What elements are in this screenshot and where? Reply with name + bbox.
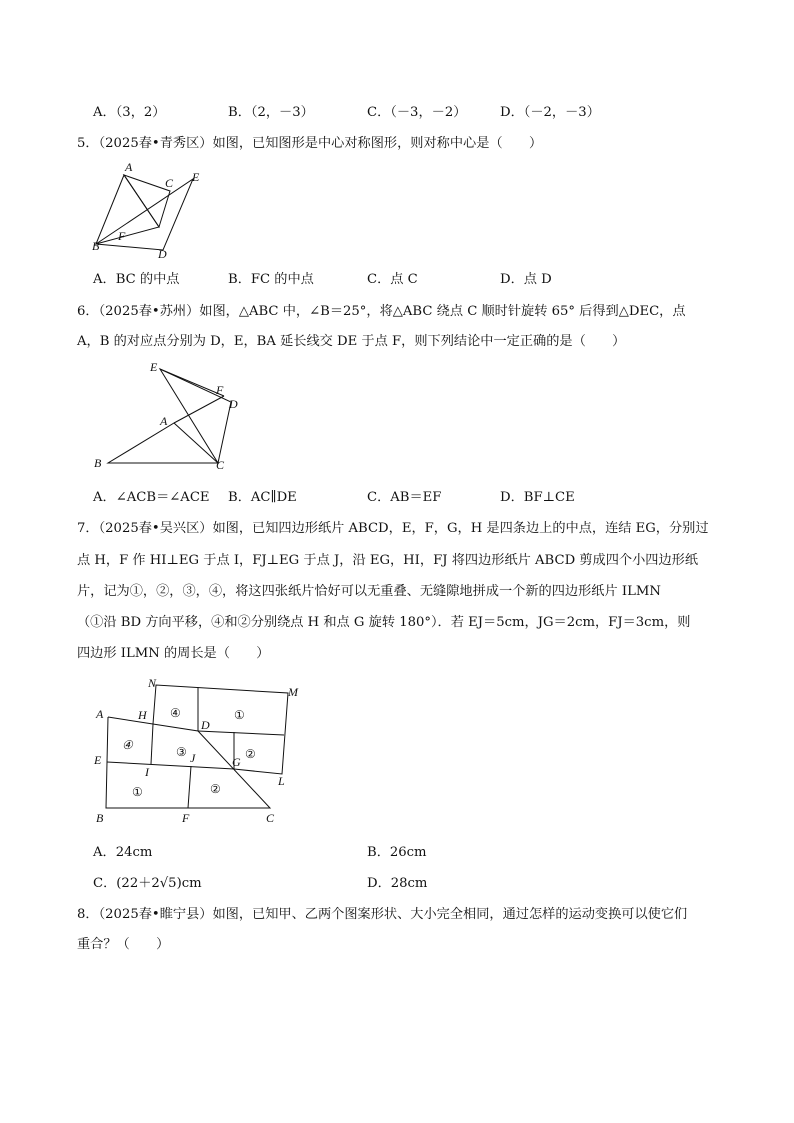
q5-label-a: A xyxy=(125,160,133,174)
q5-label-e: E xyxy=(192,170,200,184)
q7-label-e: E xyxy=(94,753,102,767)
q5-label-d: D xyxy=(158,247,167,261)
q6-label-f: F xyxy=(216,383,224,397)
q7-piece-divider-2 xyxy=(198,731,284,735)
q6-line-ef xyxy=(160,369,224,396)
q7-label-n: N xyxy=(148,676,157,690)
q7-stem-line3: 片，记为①，②，③，④，将这四张纸片恰好可以无重叠、无缝隙地拼成一个新的四边形纸片 ILMN xyxy=(77,584,661,599)
q7-option-c: C．(22＋2√5)cm xyxy=(93,876,202,891)
q5-triangle-upper xyxy=(124,175,170,227)
q5-triangle-right xyxy=(96,179,193,250)
q7-label-b: B xyxy=(96,811,104,825)
q7-piece-4-left: ④ xyxy=(122,738,133,752)
q7-label-h: H xyxy=(138,708,147,722)
q8-stem-line1: 8．（2025春•睢宁县）如图，已知甲、乙两个图案形状、大小完全相同，通过怎样的运动变换可以使它们 xyxy=(77,907,688,922)
q5-option-b: B．FC 的中点 xyxy=(228,272,314,287)
q7-label-g: G xyxy=(232,755,241,769)
q4-option-b: B．（2，－3） xyxy=(228,105,314,120)
q6-option-d: D．BF⊥CE xyxy=(500,490,575,505)
q6-option-b: B．AC∥DE xyxy=(228,490,297,505)
q7-stem-line1: 7．（2025春•吴兴区）如图，已知四边形纸片 ABCD，E，F，G，H 是四条边上的中点，连结 EG，分别过 xyxy=(77,521,709,536)
q5-option-a: A．BC 的中点 xyxy=(93,272,180,287)
q4-option-d: D．（－2，－3） xyxy=(500,105,600,120)
q7-option-b: B．26cm xyxy=(367,845,427,860)
q7-label-i: I xyxy=(145,765,149,779)
q5-option-d: D．点 D xyxy=(500,272,552,287)
q6-option-a: A．∠ACB＝∠ACE xyxy=(93,490,210,505)
q7-line-fj xyxy=(188,766,191,808)
q6-stem-line1: 6．（2025春•苏州）如图，△ABC 中，∠B＝25°，将△ABC 绕点 C 顺时针旋转 65° 后得到△DEC，点 xyxy=(77,304,686,319)
q5-stem: 5．（2025春•青秀区）如图，已知图形是中心对称图形，则对称中心是（ ） xyxy=(77,136,543,151)
q7-option-a: A．24cm xyxy=(93,845,153,860)
q7-option-d: D．28cm xyxy=(367,876,428,891)
q5-label-b: B xyxy=(92,239,100,253)
q7-stem-line4: （①沿 BD 方向平移，④和②分别绕点 H 和点 G 旋转 180°）．若 EJ＝5cm，JG＝2cm，FJ＝3cm，则 xyxy=(77,615,691,630)
q7-piece-3: ③ xyxy=(176,745,187,759)
q6-option-c: C．AB＝EF xyxy=(367,490,442,505)
q7-label-m: M xyxy=(288,685,298,699)
q6-label-b: B xyxy=(94,456,102,470)
q7-piece-2-right: ② xyxy=(245,747,256,761)
q7-stem-line5: 四边形 ILMN 的周长是（ ） xyxy=(77,646,270,661)
q7-piece-2-bottom: ② xyxy=(210,782,221,796)
q4-option-c: C．（－3，－2） xyxy=(367,105,467,120)
q6-triangle-abc xyxy=(108,423,218,463)
q7-quad-abcd xyxy=(106,717,270,808)
q4-option-a: A．（3，2） xyxy=(93,105,166,120)
q8-stem-line2: 重合？（ ） xyxy=(77,937,170,952)
q7-figure xyxy=(88,672,313,830)
q7-label-j: J xyxy=(190,751,196,765)
q7-piece-1-top: ① xyxy=(234,708,245,722)
q6-label-e: E xyxy=(150,360,158,374)
q7-quad-ilmn-outline xyxy=(153,685,288,774)
q6-figure xyxy=(88,357,258,475)
q7-label-d: D xyxy=(201,718,210,732)
q5-figure xyxy=(88,160,218,264)
q7-label-c: C xyxy=(266,811,275,825)
q5-triangle-left xyxy=(96,175,159,244)
q6-line-af xyxy=(174,396,224,423)
q5-label-c: C xyxy=(165,176,174,190)
q7-stem-line2: 点 H，F 作 HI⊥EG 于点 I，FJ⊥EG 于点 J，沿 EG，HI，FJ 将四边形纸片 ABCD 剪成四个小四边形纸 xyxy=(77,553,699,568)
q5-label-f: F xyxy=(118,229,126,243)
q7-label-a: A xyxy=(96,707,104,721)
q7-piece-1-bottom: ① xyxy=(132,785,143,799)
q7-label-l: L xyxy=(278,774,285,788)
q6-label-a: A xyxy=(160,414,168,428)
q7-label-f: F xyxy=(182,811,190,825)
q7-line-eg xyxy=(107,762,234,769)
q5-option-c: C．点 C xyxy=(367,272,418,287)
q6-label-d: D xyxy=(229,397,238,411)
q6-label-c: C xyxy=(216,458,225,472)
q6-stem-line2: A，B 的对应点分别为 D，E，BA 延长线交 DE 于点 F，则下列结论中一定正确的是（ ） xyxy=(77,334,626,349)
q7-piece-4-top: ④ xyxy=(170,706,181,720)
q7-line-hi xyxy=(151,724,153,764)
